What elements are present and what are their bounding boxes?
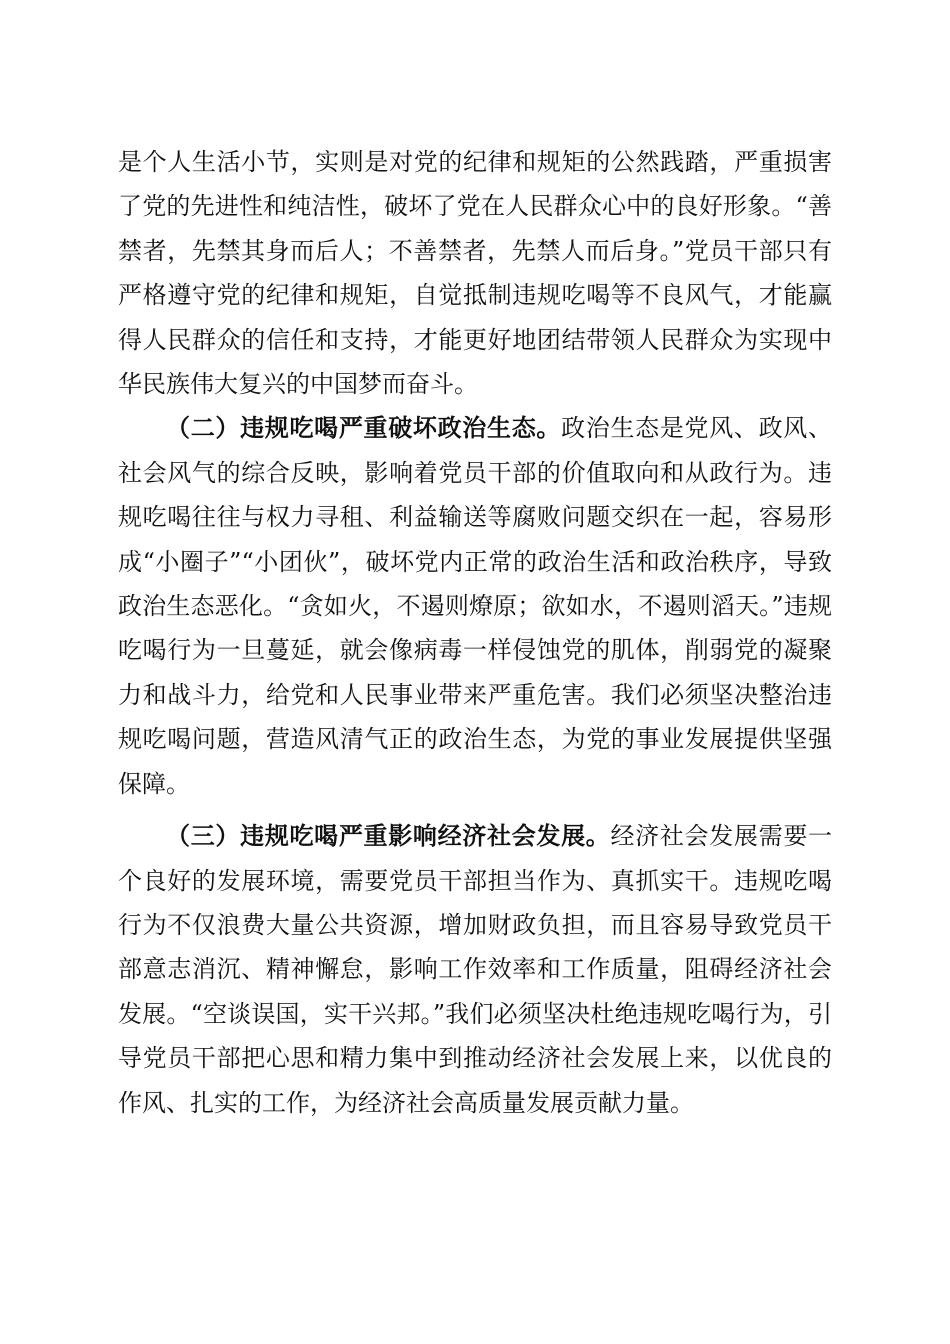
paragraph-section-2	[118, 406, 832, 806]
section-heading: （二）违规吃喝严重破坏政治生态。	[166, 414, 562, 443]
document-body	[118, 140, 832, 1125]
paragraph-section-3	[118, 814, 832, 1125]
paragraph-body: 经济社会发展需要一个良好的发展环境，需要党员干部担当作为、真抓实干。违规吃喝行为不仅浪费大量公共资源，增加财政负担，而且容易导致党员干部意志消沉、精神懈怠，影响工作效率和工作质量，阻碍经济社会发展。“空谈误国，实干兴邦。”我们必须坚决杜绝违规吃喝行为，引导党员干部把心思和精力集中到推动经济社会发展上来，以优良的作风、扎实的工作，为经济社会高质量发展贡献力量。	[118, 822, 833, 1117]
paragraph-gap	[118, 806, 832, 814]
paragraph-body: 政治生态是党风、政风、社会风气的综合反映，影响着党员干部的价值取向和从政行为。违规吃喝往往与权力寻租、利益输送等腐败问题交织在一起，容易形成“小圈子”“小团伙”，破坏党内正常的政治生活和政治秩序，导致政治生态恶化。“贪如火，不遏则燎原；欲如水，不遏则滔天。”违规吃喝行为一旦蔓延，就会像病毒一样侵蚀党的肌体，削弱党的凝聚力和战斗力，给党和人民事业带来严重危害。我们必须坚决整治违规吃喝问题，营造风清气正的政治生态，为党的事业发展提供坚强保障。	[118, 414, 833, 798]
paragraph-body: 是个人生活小节，实则是对党的纪律和规矩的公然践踏，严重损害了党的先进性和纯洁性，破坏了党在人民群众心中的良好形象。“善禁者，先禁其身而后人；不善禁者，先禁人而后身。”党员干部只有严格遵守党的纪律和规矩，自觉抵制违规吃喝等不良风气，才能赢得人民群众的信任和支持，才能更好地团结带领人民群众为实现中华民族伟大复兴的中国梦而奋斗。	[118, 148, 832, 399]
paragraph-continuation	[118, 140, 832, 406]
section-heading: （三）违规吃喝严重影响经济社会发展。	[166, 822, 611, 851]
